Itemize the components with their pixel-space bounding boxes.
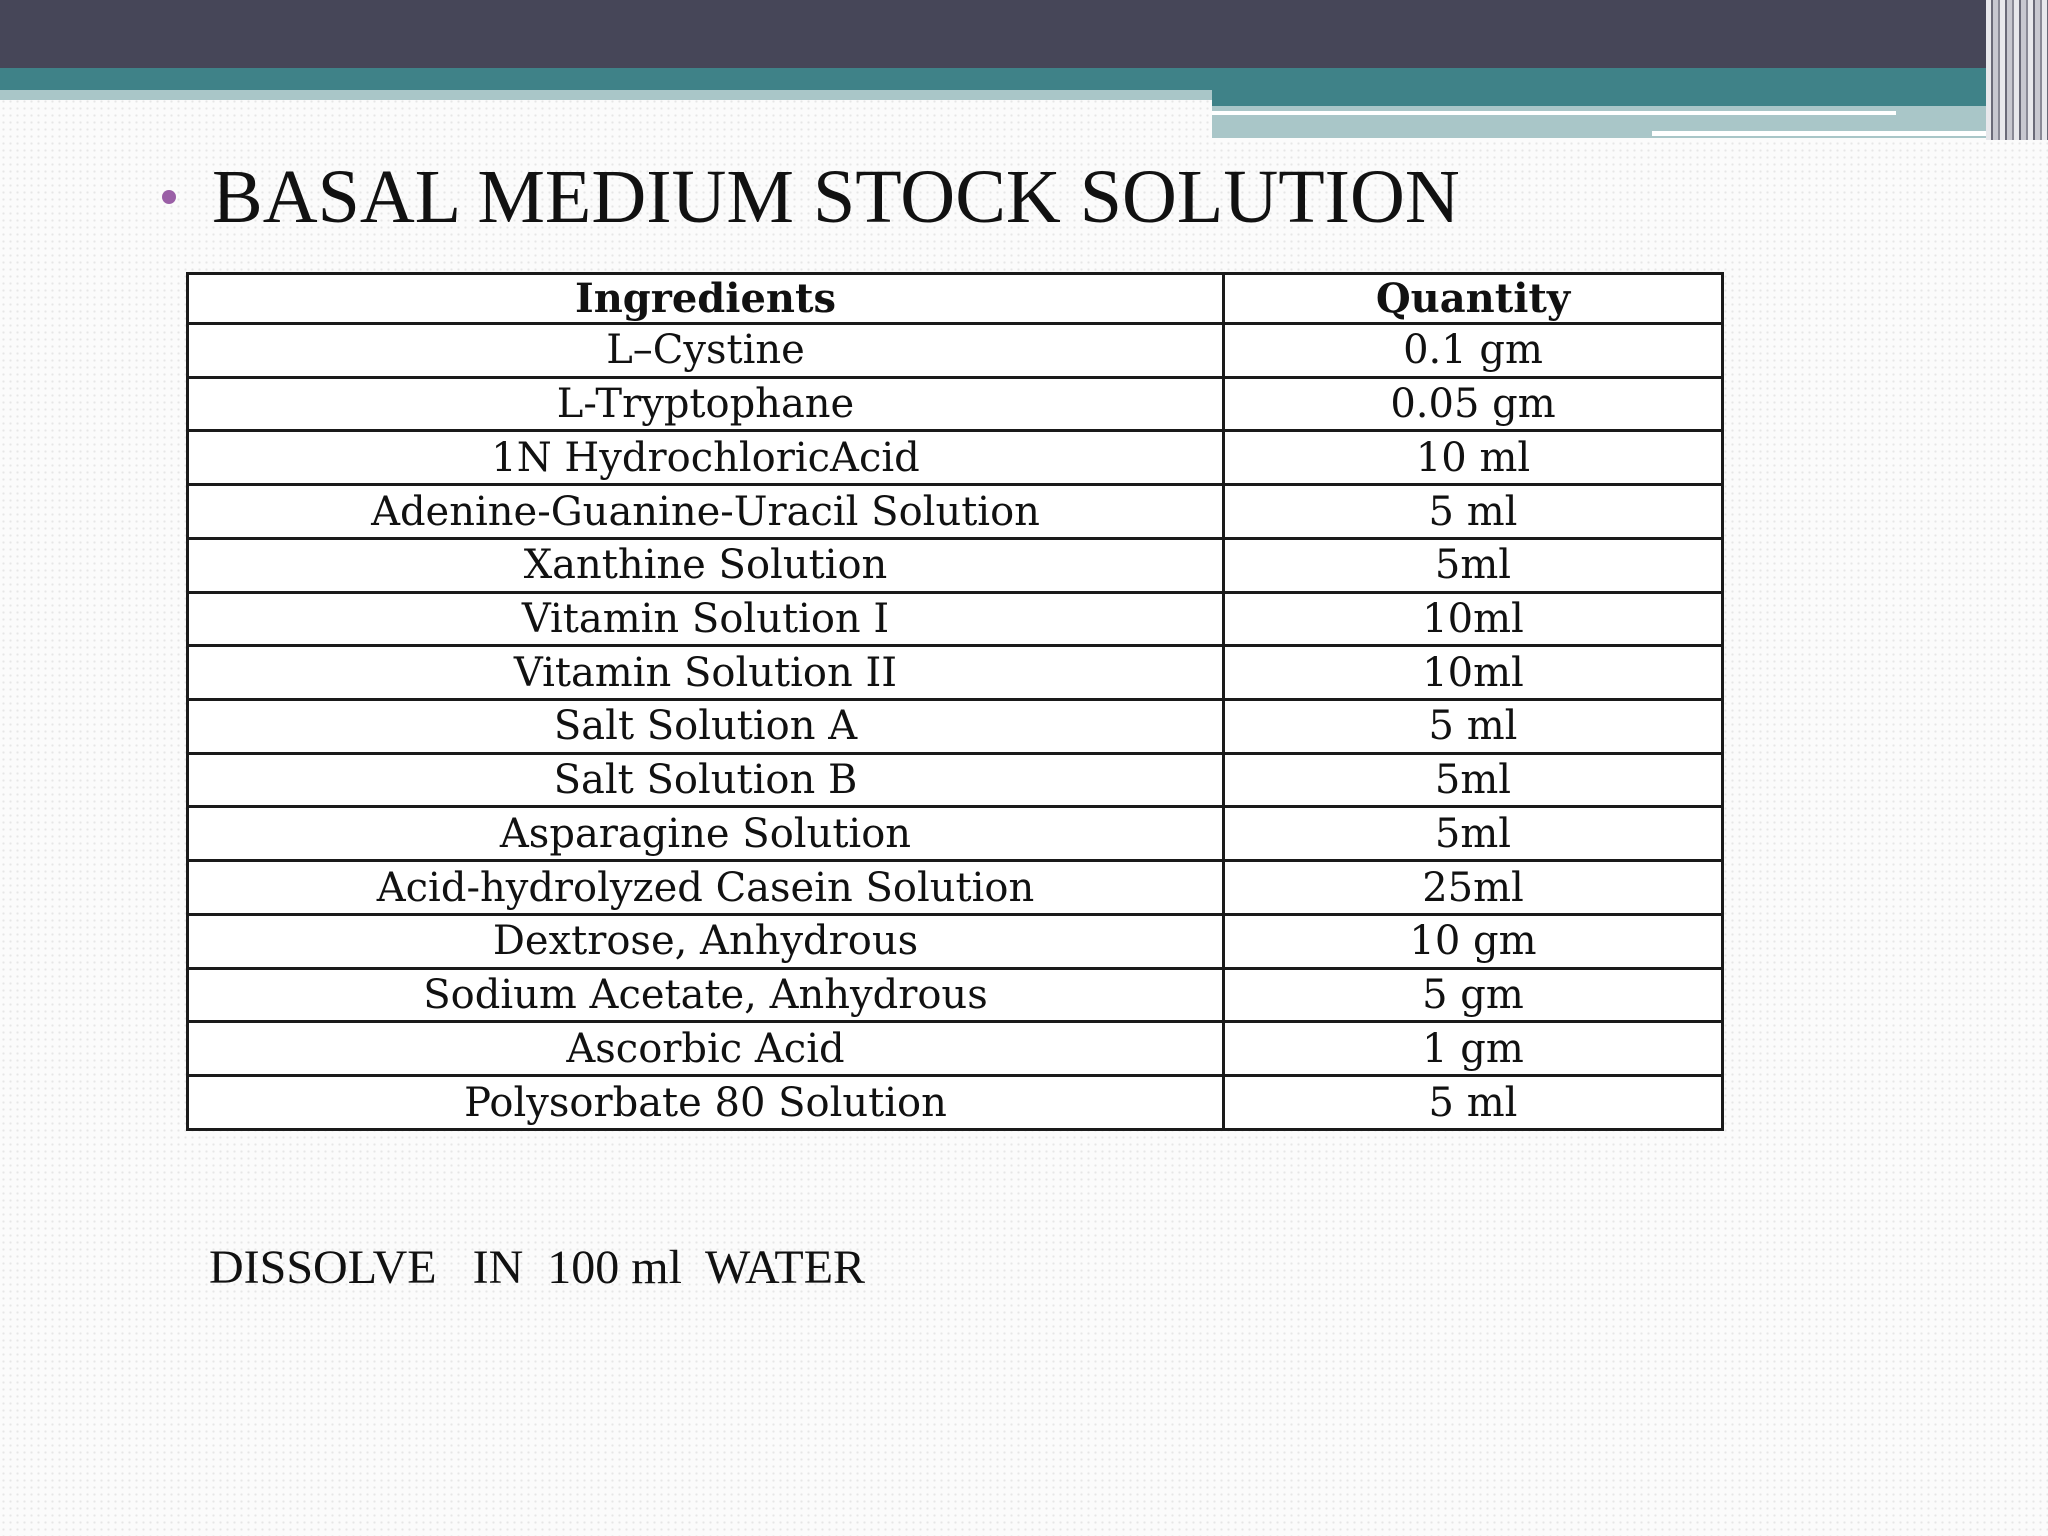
- quantity-cell: 5ml: [1224, 538, 1723, 592]
- slide-title: BASAL MEDIUM STOCK SOLUTION: [212, 154, 1460, 239]
- header-quantity: Quantity: [1224, 274, 1723, 324]
- table-header-row: [188, 274, 1723, 324]
- table-row: [188, 861, 1723, 915]
- table-row: [188, 1022, 1723, 1076]
- bullet-icon: [162, 190, 176, 204]
- ingredients-table: [186, 272, 1724, 1131]
- table-row: [188, 592, 1723, 646]
- header-vertical-stripes: [1986, 0, 2048, 140]
- header-divider-line-short: [1652, 131, 2010, 136]
- dissolve-instruction: DISSOLVE IN 100 ml WATER: [209, 1241, 866, 1294]
- ingredient-cell: Polysorbate 80 Solution: [188, 1076, 1224, 1130]
- quantity-cell: 10ml: [1224, 646, 1723, 700]
- table-row: [188, 377, 1723, 431]
- table-row: [188, 753, 1723, 807]
- ingredients-table-container: [186, 272, 1724, 1131]
- header-pale-strip: [0, 90, 1212, 100]
- quantity-cell: 1 gm: [1224, 1022, 1723, 1076]
- table-row: [188, 700, 1723, 754]
- table-row: [188, 646, 1723, 700]
- header-accent-band-lower: [1212, 90, 2010, 106]
- quantity-cell: 5 gm: [1224, 968, 1723, 1022]
- quantity-cell: 5ml: [1224, 807, 1723, 861]
- table-row: [188, 807, 1723, 861]
- table-row: [188, 538, 1723, 592]
- ingredient-cell: Ascorbic Acid: [188, 1022, 1224, 1076]
- header-bar: [0, 0, 2048, 68]
- ingredient-cell: Sodium Acetate, Anhydrous: [188, 968, 1224, 1022]
- quantity-cell: 0.05 gm: [1224, 377, 1723, 431]
- ingredient-cell: 1N HydrochloricAcid: [188, 431, 1224, 485]
- quantity-cell: 5 ml: [1224, 485, 1723, 539]
- ingredient-cell: Dextrose, Anhydrous: [188, 914, 1224, 968]
- quantity-cell: 5 ml: [1224, 1076, 1723, 1130]
- table-row: [188, 324, 1723, 378]
- table-row: [188, 431, 1723, 485]
- slide-title-row: [162, 152, 1460, 242]
- ingredient-cell: Adenine-Guanine-Uracil Solution: [188, 485, 1224, 539]
- table-row: [188, 485, 1723, 539]
- ingredient-cell: Xanthine Solution: [188, 538, 1224, 592]
- quantity-cell: 25ml: [1224, 861, 1723, 915]
- quantity-cell: 0.1 gm: [1224, 324, 1723, 378]
- quantity-cell: 10 gm: [1224, 914, 1723, 968]
- ingredient-cell: Asparagine Solution: [188, 807, 1224, 861]
- quantity-cell: 10 ml: [1224, 431, 1723, 485]
- ingredient-cell: L–Cystine: [188, 324, 1224, 378]
- ingredient-cell: L-Tryptophane: [188, 377, 1224, 431]
- quantity-cell: 10ml: [1224, 592, 1723, 646]
- ingredient-cell: Salt Solution B: [188, 753, 1224, 807]
- quantity-cell: 5 ml: [1224, 700, 1723, 754]
- ingredient-cell: Vitamin Solution II: [188, 646, 1224, 700]
- header-divider-line: [1212, 111, 1896, 115]
- table-row: [188, 914, 1723, 968]
- header-accent-band: [0, 68, 2010, 90]
- ingredient-cell: Vitamin Solution I: [188, 592, 1224, 646]
- table-row: [188, 968, 1723, 1022]
- ingredient-cell: Salt Solution A: [188, 700, 1224, 754]
- ingredient-cell: Acid-hydrolyzed Casein Solution: [188, 861, 1224, 915]
- quantity-cell: 5ml: [1224, 753, 1723, 807]
- table-row: [188, 1076, 1723, 1130]
- header-ingredients: Ingredients: [188, 274, 1224, 324]
